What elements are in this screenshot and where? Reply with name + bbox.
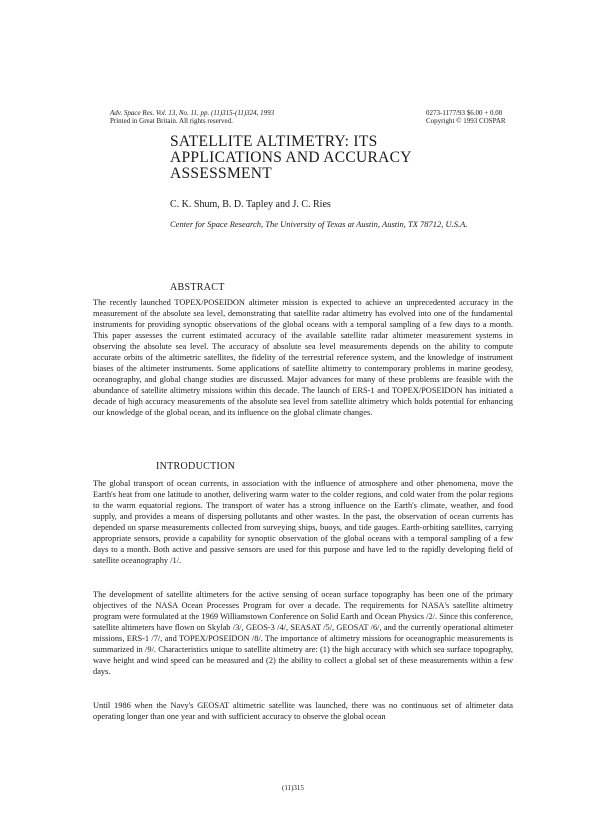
intro-paragraph-1: The global transport of ocean currents, in association with the influence of atmosphere and other phenomena, move the Earth's heat from one latitude to another, delivering warm water to the colder regions, and cold water from the polar regions to the warm equatorial regions. The transport of water has a strong influence on the Earth's climate, weather, and food supply, and provides a means of dispersing pollutants and other wastes. In the past, the observation of ocean currents has depended on sparse measurements collected from surveying ships, buoys, and tide gauges. Earth-orbiting satellites, carrying appropriate sensors, provide a capability for synoptic observation of the global oceans with a temporal sampling of a few days to a month. Both active and passive sensors are used for this purpose and have led to the rapidly developing field of satellite oceanography /1/. [93, 479, 513, 565]
affiliation: Center for Space Research, The University of Texas at Austin, Austin, TX 78712, U.S.A. [170, 219, 468, 229]
abstract-text: The recently launched TOPEX/POSEIDON altimeter mission is expected to achieve an unprecedented accuracy in the measurement of the absolute sea level, demonstrating that satellite radar altimetry has evolved into one of the fundamental instruments for providing synoptic observations of the global oceans with a temporal sampling of a few days to a month. This paper assesses the current estimated accuracy of the available satellite radar altimeter measurement systems in observing the absolute sea level. The accuracy of absolute sea level measurements depends on the ability to compute accurate orbits of the altimetric satellites, the fidelity of the terrestrial reference system, and the knowledge of instrument biases of the altimeter instruments. Some applications of satellite altimetry to contemporary problems in marine geodesy, oceanography, and global change studies are discussed. Major advances for many of these problems are feasible with the abundance of satellite altimetry missions within this decade. The launch of ERS-1 and TOPEX/POSEIDON has initiated a decade of high accuracy measurements of the absolute sea level from satellite altimetry which holds potential for enhancing our knowledge of the global ocean, and its influence on the global climate changes. [93, 298, 513, 417]
paper-title [170, 134, 470, 182]
title-line: ASSESSMENT [170, 165, 273, 182]
intro-paragraph-2: The development of satellite altimeters for the active sensing of ocean surface topography has been one of the primary objectives of the NASA Ocean Processes Program for over a decade. The requirements for NASA's satellite altimetry program were formulated at the 1969 Williamstown Conference on Solid Earth and Ocean Physics /2/. Since this conference, satellite altimeters have flown on Skylab /3/, GEOS-3 /4/, SEASAT /5/, GEOSAT /6/, and the currently operational altimeter missions, ERS-1 /7/, and TOPEX/POSEIDON /8/. The importance of altimetry missions for oceanographic measurements is summarized in /9/. Characteristics unique to satellite altimetry are: (1) the high accuracy with which sea surface topography, wave height and wind speed can be measured and (2) the ability to collect a global set of these measurements within a few days. [93, 590, 513, 676]
page-number: (11)315 [282, 784, 304, 792]
journal-citation: Adv. Space Res. Vol. 13, No. 11, pp. (11)315-(11)324, 1993 Printed in Great Britain. All rights reserved. [110, 109, 275, 125]
intro-paragraph-3: Until 1986 when the Navy's GEOSAT altimetric satellite was launched, there was no continuous set of altimeter data operating longer than one year and with sufficient accuracy to observe the global ocean [93, 701, 513, 721]
title-line: APPLICATIONS AND ACCURACY [170, 149, 412, 166]
title-line: SATELLITE ALTIMETRY: ITS [170, 133, 378, 150]
copyright-notice: 0273-1177/93 $6.00 + 0.00 Copyright © 1993 COSPAR [426, 109, 506, 125]
abstract-heading: ABSTRACT [170, 282, 225, 293]
introduction-heading: INTRODUCTION [156, 461, 236, 472]
authors: C. K. Shum, B. D. Tapley and J. C. Ries [170, 199, 331, 210]
